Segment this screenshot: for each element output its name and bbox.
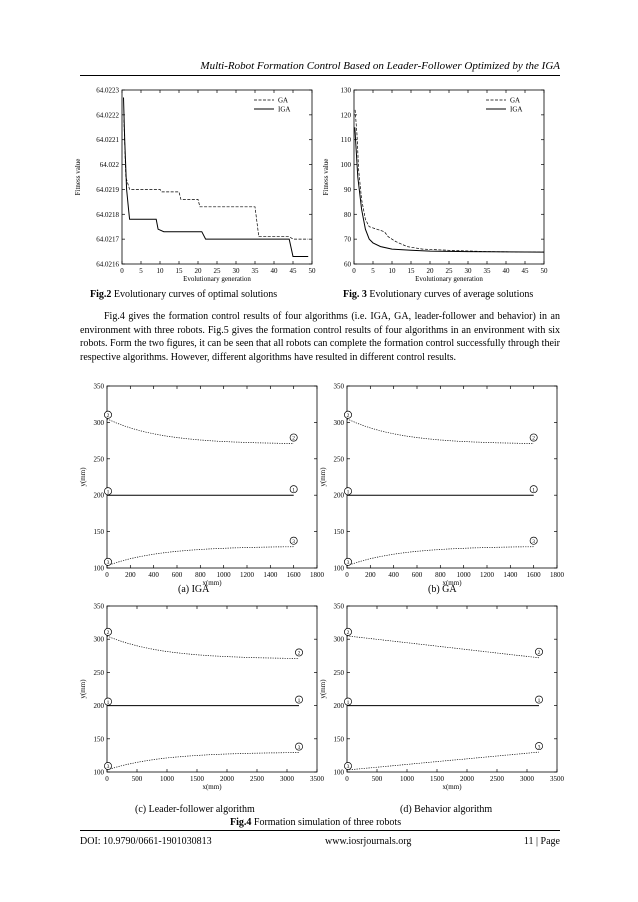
y-axis-label: y(mm) — [79, 467, 87, 487]
y-tick-label: 100 — [93, 768, 104, 777]
y-tick-label: 200 — [333, 491, 344, 500]
series-line-ga — [124, 120, 308, 239]
fig2-caption — [90, 289, 277, 300]
footer-site: www.iosrjournals.org — [325, 836, 412, 847]
x-tick-label: 25 — [445, 267, 453, 275]
robot-marker-label: 3 — [532, 538, 536, 545]
y-tick-label: 300 — [93, 635, 104, 644]
series-line-3 — [107, 753, 299, 770]
fig4d-behavior-plot — [315, 600, 570, 795]
y-tick-label: 250 — [333, 668, 344, 677]
y-tick-label: 110 — [340, 136, 351, 145]
x-tick-label: 1200 — [480, 571, 494, 579]
y-tick-label: 200 — [93, 491, 104, 500]
robot-marker-label: 1 — [297, 697, 301, 704]
y-axis-label: Fitness value — [322, 158, 330, 196]
y-tick-label: 64.0221 — [96, 136, 119, 145]
page-footer — [80, 830, 560, 855]
y-tick-label: 150 — [333, 528, 344, 537]
fig4-caption — [230, 817, 401, 828]
x-tick-label: 3000 — [280, 775, 294, 783]
x-tick-label: 0 — [345, 775, 349, 783]
x-tick-label: 0 — [120, 267, 124, 275]
series-line-3 — [347, 547, 534, 566]
legend-label-ga: GA — [278, 96, 289, 105]
y-tick-label: 64.0217 — [96, 235, 119, 244]
y-axis-label: Fitness value — [74, 158, 82, 196]
y-tick-label: 60 — [344, 260, 351, 269]
x-tick-label: 1600 — [286, 571, 301, 579]
y-tick-label: 90 — [344, 185, 351, 194]
robot-marker-label: 2 — [292, 435, 296, 442]
x-tick-label: 500 — [131, 775, 143, 783]
subcaption-a: (a) IGA — [178, 584, 210, 595]
legend-label-ga: GA — [510, 96, 521, 105]
y-tick-label: 250 — [333, 455, 344, 464]
robot-marker-label: 3 — [106, 560, 110, 567]
x-tick-label: 35 — [483, 267, 491, 275]
y-tick-label: 250 — [93, 668, 104, 677]
x-tick-label: 0 — [352, 267, 356, 275]
x-tick-label: 1800 — [310, 571, 324, 579]
paragraph-text: Fig.4 gives the formation control results of four algorithms (i.e. IGA, GA, leader-follower and behavior) in an environment with three robots. Fig.5 gives the formation control results of four algorithms in an environment with six robots. Form the two figures, it can be seen that all robots can complete the formation control successfully through their respective algorithms. However, different algorithms have resulted in different control results. — [80, 311, 560, 363]
x-axis-label: Evolutionary generation — [415, 275, 483, 283]
robot-marker-label: 1 — [292, 487, 296, 494]
plot-frame — [347, 606, 557, 772]
plot-frame — [122, 90, 312, 264]
robot-marker-label: 2 — [537, 649, 541, 656]
plot-frame — [107, 386, 317, 568]
robot-marker-label: 1 — [346, 699, 350, 706]
x-tick-label: 0 — [345, 571, 349, 579]
legend-label-iga: IGA — [510, 105, 523, 114]
robot-marker-label: 1 — [106, 699, 110, 706]
footer-page: 11 | Page — [523, 836, 560, 847]
robot-marker-label: 3 — [346, 560, 350, 567]
x-tick-label: 30 — [232, 267, 240, 275]
x-tick-label: 2500 — [250, 775, 264, 783]
x-tick-label: 30 — [464, 267, 472, 275]
y-tick-label: 120 — [340, 111, 351, 120]
x-tick-label: 2500 — [490, 775, 504, 783]
x-tick-label: 5 — [139, 267, 143, 275]
y-tick-label: 350 — [333, 382, 344, 391]
x-tick-label: 600 — [411, 571, 423, 579]
fig4a-iga-plot — [75, 380, 335, 585]
y-tick-label: 100 — [333, 768, 344, 777]
y-tick-label: 100 — [93, 564, 104, 573]
x-axis-label: x(mm) — [442, 783, 462, 791]
x-axis-label: x(mm) — [202, 783, 222, 791]
x-tick-label: 0 — [105, 571, 109, 579]
x-axis-label: x(mm) — [202, 579, 222, 587]
x-tick-label: 1500 — [430, 775, 444, 783]
plot-frame — [107, 606, 317, 772]
x-tick-label: 1400 — [503, 571, 518, 579]
fig4-caption-label: Fig.4 — [230, 817, 252, 828]
y-tick-label: 150 — [93, 735, 104, 744]
y-tick-label: 64.0218 — [96, 210, 119, 219]
x-tick-label: 5 — [371, 267, 375, 275]
x-tick-label: 50 — [540, 267, 548, 275]
robot-marker-label: 3 — [106, 764, 110, 771]
fig3-average-solutions-plot — [310, 82, 560, 287]
y-tick-label: 200 — [93, 702, 104, 711]
y-tick-label: 64.0216 — [96, 260, 119, 269]
series-line-2 — [347, 636, 539, 658]
x-tick-label: 20 — [194, 267, 202, 275]
footer-doi: DOI: 10.9790/0661-1901030813 — [80, 836, 212, 847]
x-tick-label: 600 — [171, 571, 183, 579]
y-tick-label: 150 — [333, 735, 344, 744]
x-tick-label: 40 — [270, 267, 278, 275]
x-axis-label: x(mm) — [442, 579, 462, 587]
fig4-caption-text: Formation simulation of three robots — [253, 817, 402, 828]
x-tick-label: 400 — [388, 571, 399, 579]
x-tick-label: 15 — [175, 267, 183, 275]
x-tick-label: 1800 — [550, 571, 564, 579]
x-tick-label: 35 — [251, 267, 259, 275]
body-paragraph — [80, 310, 560, 364]
robot-marker-label: 2 — [346, 630, 350, 637]
robot-marker-label: 1 — [537, 697, 541, 704]
y-tick-label: 300 — [333, 635, 344, 644]
x-tick-label: 45 — [521, 267, 529, 275]
y-tick-label: 150 — [93, 528, 104, 537]
header-title: Multi-Robot Formation Control Based on Leader-Follower Optimized by the IGA — [200, 60, 560, 72]
robot-marker-label: 2 — [346, 412, 350, 419]
x-tick-label: 10 — [156, 267, 164, 275]
fig2-caption-text: Evolutionary curves of optimal solutions — [113, 289, 278, 300]
x-tick-label: 1000 — [456, 571, 471, 579]
fig3-caption-label: Fig. 3 — [343, 289, 367, 300]
subcaption-d: (d) Behavior algorithm — [400, 804, 493, 815]
y-tick-label: 64.022 — [99, 161, 119, 170]
x-tick-label: 20 — [426, 267, 434, 275]
y-tick-label: 100 — [340, 161, 351, 170]
x-tick-label: 200 — [125, 571, 136, 579]
robot-marker-label: 3 — [297, 744, 301, 751]
legend-label-iga: IGA — [278, 105, 291, 114]
robot-marker-label: 2 — [106, 630, 110, 637]
series-line-2 — [107, 419, 294, 444]
x-tick-label: 1500 — [190, 775, 204, 783]
y-tick-label: 64.0223 — [96, 86, 119, 95]
x-tick-label: 50 — [308, 267, 316, 275]
robot-marker-label: 1 — [106, 489, 110, 496]
x-tick-label: 3500 — [550, 775, 564, 783]
x-tick-label: 800 — [435, 571, 446, 579]
robot-marker-label: 1 — [532, 487, 536, 494]
robot-marker-label: 3 — [537, 744, 541, 751]
fig4c-leader-follower-plot — [75, 600, 335, 795]
robot-marker-label: 2 — [297, 650, 301, 657]
y-tick-label: 350 — [333, 602, 344, 611]
y-tick-label: 300 — [333, 418, 344, 427]
x-tick-label: 200 — [365, 571, 376, 579]
x-tick-label: 1000 — [160, 775, 174, 783]
x-tick-label: 1000 — [216, 571, 231, 579]
x-tick-label: 3500 — [310, 775, 324, 783]
y-tick-label: 80 — [344, 210, 351, 219]
x-tick-label: 40 — [502, 267, 510, 275]
x-tick-label: 800 — [195, 571, 206, 579]
fig2-caption-label: Fig.2 — [90, 289, 112, 300]
robot-marker-label: 2 — [106, 412, 110, 419]
x-tick-label: 1000 — [400, 775, 414, 783]
fig3-caption — [343, 289, 533, 300]
series-line-2 — [107, 636, 299, 659]
series-line-ga — [355, 110, 544, 252]
y-axis-label: y(mm) — [319, 679, 327, 699]
y-tick-label: 350 — [93, 382, 104, 391]
x-tick-label: 15 — [407, 267, 415, 275]
plot-frame — [354, 90, 544, 264]
robot-marker-label: 1 — [346, 489, 350, 496]
y-tick-label: 250 — [93, 455, 104, 464]
y-tick-label: 70 — [344, 235, 351, 244]
subcaption-c: (c) Leader-follower algorithm — [135, 804, 255, 815]
series-line-3 — [107, 547, 294, 566]
x-tick-label: 10 — [388, 267, 396, 275]
x-tick-label: 1400 — [263, 571, 278, 579]
y-tick-label: 64.0222 — [96, 111, 119, 120]
series-line-iga — [355, 127, 544, 252]
x-tick-label: 25 — [213, 267, 221, 275]
y-axis-label: y(mm) — [319, 467, 327, 487]
x-tick-label: 500 — [371, 775, 383, 783]
y-tick-label: 350 — [93, 602, 104, 611]
subcaption-b: (b) GA — [428, 584, 457, 595]
x-tick-label: 400 — [148, 571, 159, 579]
x-axis-label: Evolutionary generation — [183, 275, 251, 283]
x-tick-label: 0 — [105, 775, 109, 783]
y-axis-label: y(mm) — [79, 679, 87, 699]
y-tick-label: 64.0219 — [96, 185, 119, 194]
fig2-optimal-solutions-plot — [70, 82, 330, 287]
x-tick-label: 1600 — [526, 571, 541, 579]
running-header — [80, 55, 560, 76]
x-tick-label: 1200 — [240, 571, 254, 579]
y-tick-label: 100 — [333, 564, 344, 573]
x-tick-label: 45 — [289, 267, 297, 275]
robot-marker-label: 3 — [346, 764, 350, 771]
y-tick-label: 130 — [340, 86, 351, 95]
robot-marker-label: 3 — [292, 538, 296, 545]
series-line-iga — [124, 98, 309, 257]
series-line-3 — [347, 752, 539, 770]
fig3-caption-text: Evolutionary curves of average solutions — [369, 289, 534, 300]
series-line-2 — [347, 419, 534, 444]
x-tick-label: 2000 — [460, 775, 474, 783]
fig4b-ga-plot — [315, 380, 570, 585]
y-tick-label: 200 — [333, 702, 344, 711]
x-tick-label: 2000 — [220, 775, 234, 783]
plot-frame — [347, 386, 557, 568]
y-tick-label: 300 — [93, 418, 104, 427]
x-tick-label: 3000 — [520, 775, 534, 783]
robot-marker-label: 2 — [532, 435, 536, 442]
